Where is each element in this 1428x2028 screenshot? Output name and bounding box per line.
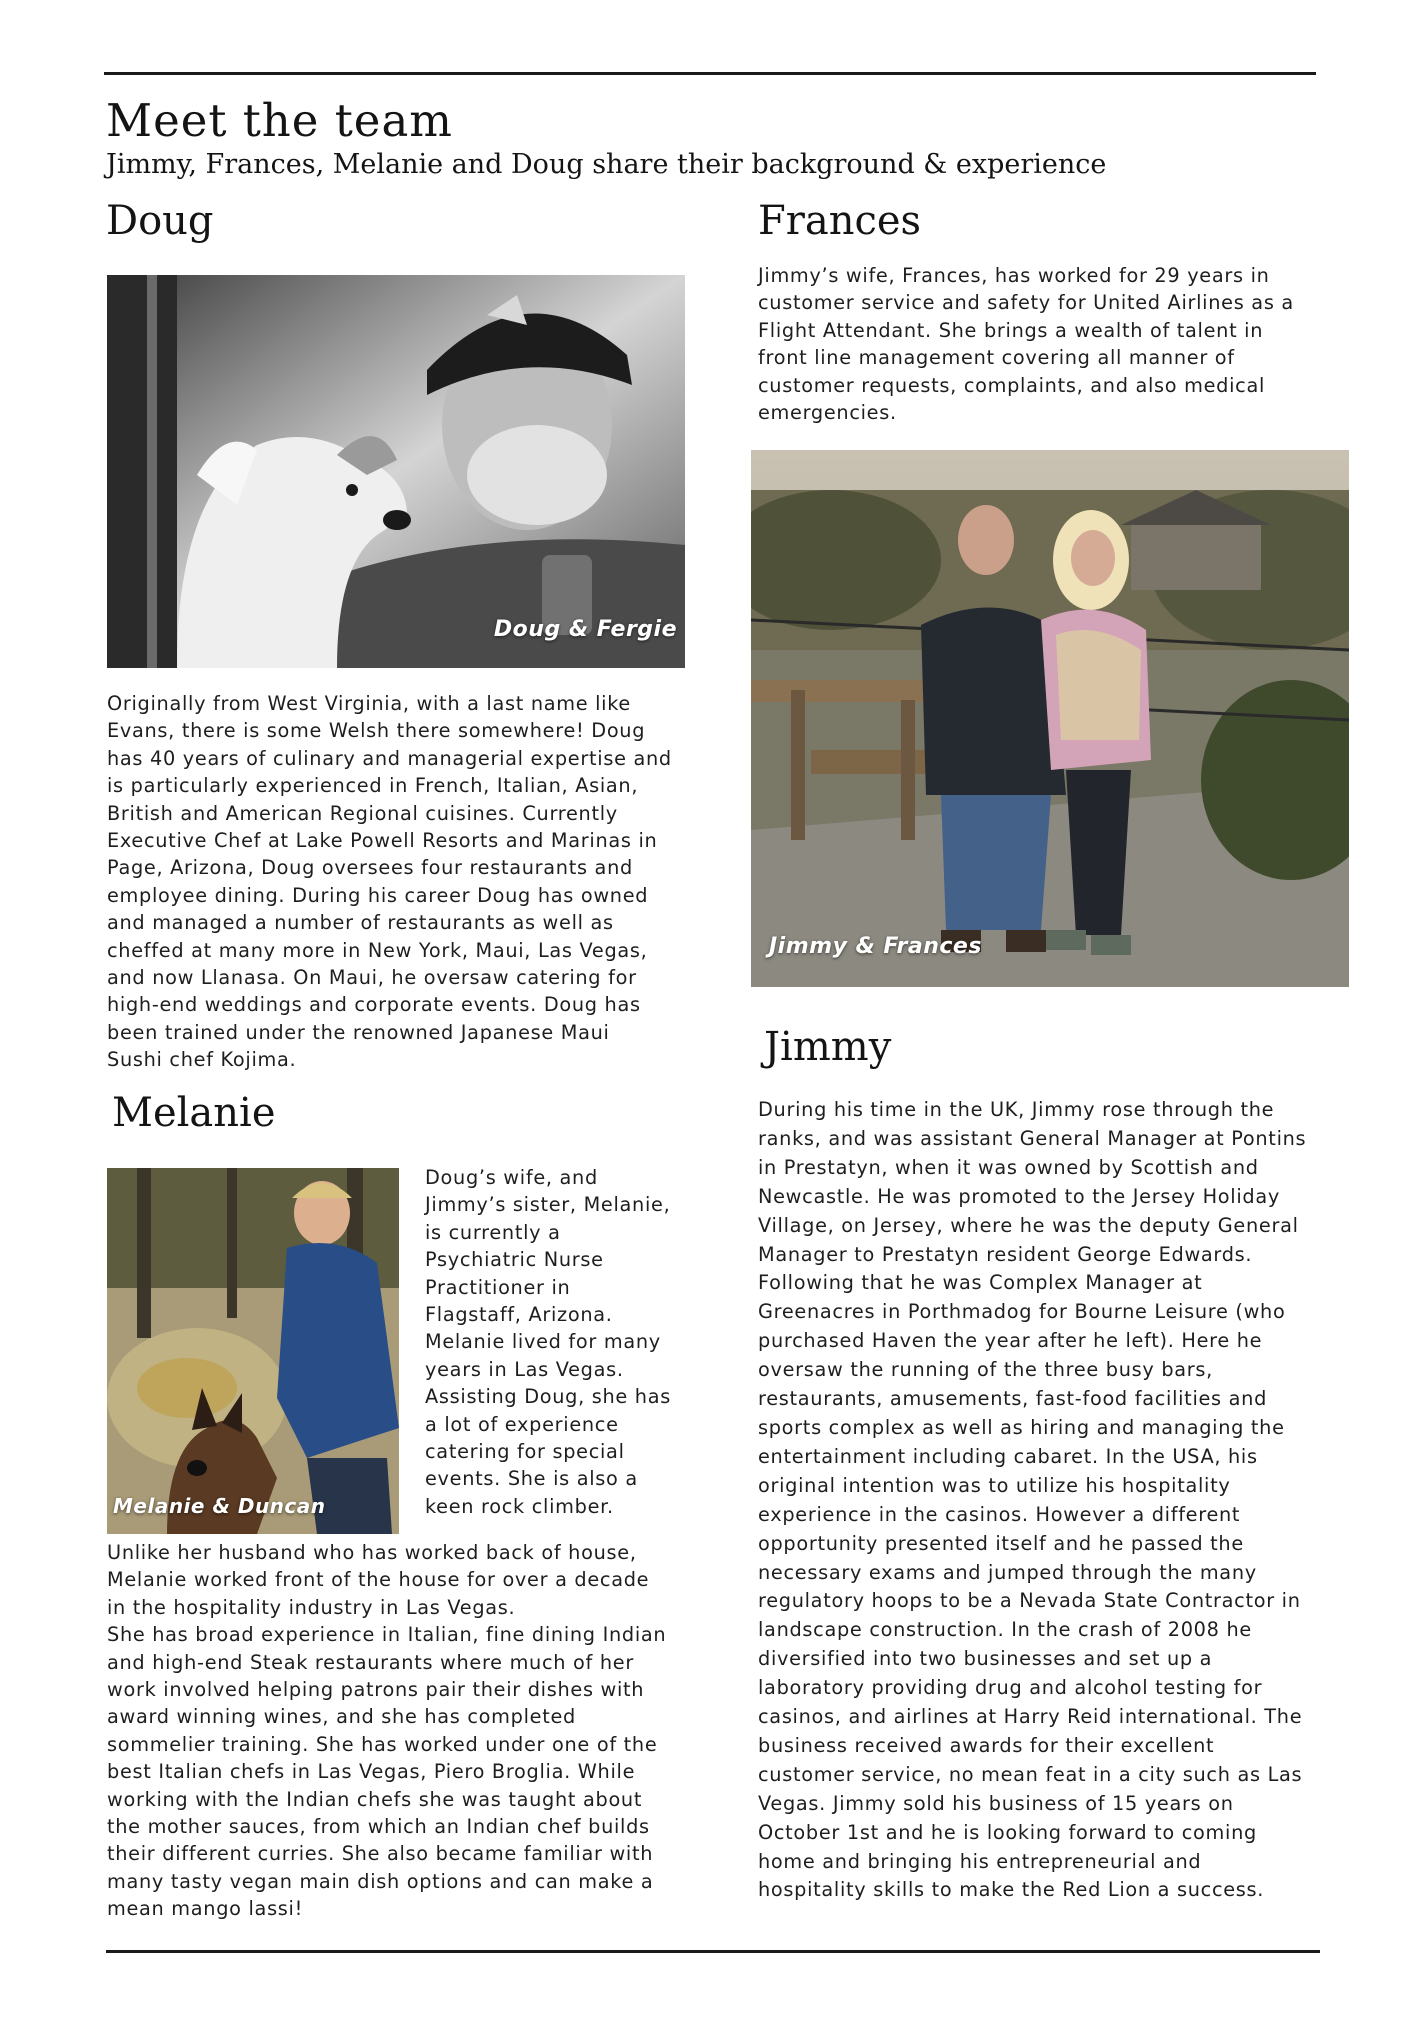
melanie-heading: Melanie	[112, 1090, 276, 1136]
top-rule	[104, 72, 1316, 75]
jimmy-bio: During his time in the UK, Jimmy rose through the ranks, and was assistant General Manager at Pontins in Prestatyn, when it was owned by Scottish and Newcastle. He was promoted to the Jersey Holiday Village, on Jersey, where he was the deputy General Manager to Prestatyn resident George Edwards. Following that he was Complex Manager at Greenacres in Porthmadog for Bourne Leisure (who purchased Haven the year after he left). Here he oversaw the running of the three busy bars, restaurants, amusements, fast-food facilities and sports complex as well as hiring and managing the entertainment including cabaret. In the USA, his original intention was to utilize his hospitality experience in the casinos. However a different opportunity presented itself and he passed the necessary exams and jumped through the many regulatory hoops to be a Nevada State Contractor in landscape construction. In the crash of 2008 he diversified into two businesses and set up a laboratory providing drug and alcohol testing for casinos, and airlines at Harry Reid international. The business received awards for their excellent customer service, no mean feat in a city such as Las Vegas. Jimmy sold his business of 15 years on October 1st and he is looking forward to coming home and bringing his entrepreneurial and hospitality skills to make the Red Lion a success.	[758, 1098, 1307, 1902]
melanie-bio-side: Doug’s wife, and Jimmy’s sister, Melanie, is currently a Psychiatric Nurse Practitioner in Flagstaff, Arizona. Melanie lived for many years in Las Vegas. Assisting Doug, she has a lot of experience catering for special events. She is also a keen rock climber.	[425, 1166, 671, 1518]
melanie-photo-caption: Melanie & Duncan	[113, 1494, 326, 1518]
frances-bio: Jimmy’s wife, Frances, has worked for 29 years in customer service and safety for United Airlines as a Flight Attendant. She brings a wealth of talent in front line management covering all manner of customer requests, complaints, and also medical emergencies.	[758, 264, 1294, 425]
doug-heading: Doug	[106, 198, 214, 244]
bottom-rule	[106, 1950, 1320, 1953]
jimmy-frances-photo	[751, 450, 1349, 987]
page-title: Meet the team	[106, 94, 453, 147]
jimmy-frances-photo-caption: Jimmy & Frances	[769, 934, 982, 959]
jimmy-heading: Jimmy	[764, 1024, 892, 1070]
melanie-photo	[107, 1168, 399, 1534]
frances-heading: Frances	[758, 198, 922, 244]
melanie-bio-main: Unlike her husband who has worked back of house, Melanie worked front of the house for over a decade in the hospitality industry in Las Vegas. She has broad experience in Italian, fine dining Indian and high-end Steak restaurants where much of her work involved helping patrons pair their dishes with award winning wines, and she has completed sommelier training. She has worked under one of the best Italian chefs in Las Vegas, Piero Broglia. While working with the Indian chefs she was taught about the mother sauces, from which an Indian chef builds their different curries. She also became familiar with many tasty vegan main dish options and can make a mean mango lassi!	[107, 1541, 667, 1921]
doug-bio: Originally from West Virginia, with a last name like Evans, there is some Welsh there somewhere! Doug has 40 years of culinary and managerial expertise and is particularly experienced in French, Italian, Asian, British and American Regional cuisines. Currently Executive Chef at Lake Powell Resorts and Marinas in Page, Arizona, Doug oversees four restaurants and employee dining. During his career Doug has owned and managed a number of restaurants as well as cheffed at many more in New York, Maui, Las Vegas, and now Llanasa. On Maui, he oversaw catering for high-end weddings and corporate events. Doug has been trained under the renowned Japanese Maui Sushi chef Kojima.	[107, 692, 672, 1072]
page-subtitle: Jimmy, Frances, Melanie and Doug share their background & experience	[106, 149, 1107, 180]
doug-photo-caption: Doug & Fergie	[493, 617, 677, 642]
doug-photo	[107, 275, 685, 668]
